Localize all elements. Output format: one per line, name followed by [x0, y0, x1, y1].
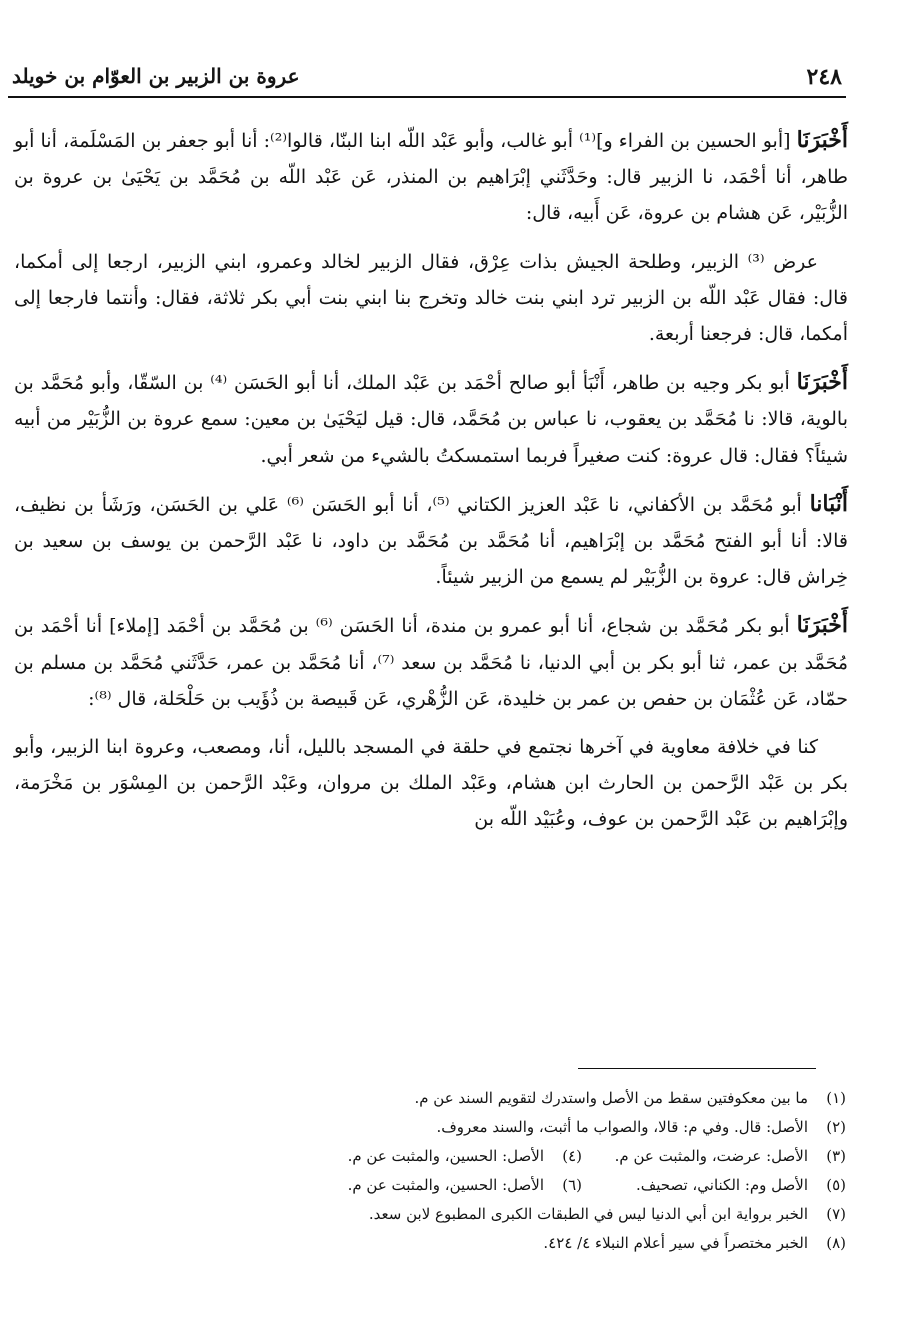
footnote-number: (١)	[826, 1089, 846, 1107]
paragraph-lead: أَخْبَرَنَا	[796, 369, 848, 396]
footnote	[369, 1200, 846, 1229]
footnote-number: (٥)	[826, 1176, 846, 1194]
footnote-text: الأصل: عرضت، والمثبت عن م.	[614, 1147, 808, 1165]
footnote-number: (٤)	[562, 1147, 582, 1165]
paragraph	[14, 607, 848, 717]
footnote-text: الأصل وم: الكناني، تصحيف.	[635, 1176, 808, 1194]
header-rule	[8, 96, 846, 98]
paragraph-text: [أبو الحسين بن الفراء و]⁽¹⁾ أبو غالب، وأبو عَبْد اللّه ابنا البنّا، قالوا⁽²⁾: أنا أبو جعفر بن المَسْلَمة، أنا أبو طاهر، أنا أحْمَد، نا الزبير قال: وحَدَّثَني إبْرَاهيم بن المنذر، عَن عَبْد اللّه بن مُحَمَّد بن يَحْيَىٰ بن عروة بن الزُّبَيْر، عَن هشام بن عروة، عَن أَبيه، قال:	[14, 130, 848, 225]
main-text	[14, 122, 848, 850]
footnote-number: (٧)	[826, 1205, 846, 1223]
footnote-row	[14, 1229, 846, 1258]
footnote	[348, 1171, 582, 1200]
footnote	[348, 1142, 582, 1171]
footnote	[414, 1084, 846, 1113]
footnote-row	[14, 1200, 846, 1229]
footnote-row	[14, 1113, 846, 1142]
paragraph-lead: أَخْبَرَنَا	[796, 127, 848, 153]
footnote-text: الخبر مختصراً في سير أعلام النبلاء ٤/ ٤٢٤.	[543, 1234, 808, 1252]
paragraph	[14, 486, 848, 596]
footnote-number: (٣)	[826, 1147, 846, 1165]
footnote-number: (٨)	[826, 1234, 846, 1252]
footnote-text: الأصل: الحسين، والمثبت عن م.	[347, 1176, 544, 1194]
paragraph-text: عرض ⁽³⁾ الزبير، وطلحة الجيش بذات عِرْق، فقال الزبير لخالد وعمرو، ابني الزبير، ارجعا إلى أمكما، قال: فقال عَبْد اللّه بن الزبير ترد ابني بنت خالد وتخرج بنا ابني بنت أبي بكر ثلاثة، فقال: وأنتما فارجعا إلى أمكما، قال: فرجعنا أربعة.	[14, 250, 848, 346]
footnote-row	[14, 1084, 846, 1113]
paragraph-lead: أَنْبَانا	[809, 490, 848, 517]
paragraph-text: أبو بكر مُحَمَّد بن شجاع، أنا أبو عمرو بن مندة، أنا الحَسَن ⁽⁶⁾ بن مُحَمَّد بن أحْمَد [إملاء] أنا أحْمَد بن مُحَمَّد بن عمر، ثنا أبو بكر بن أبي الدنيا، نا مُحَمَّد بن سعد ⁽⁷⁾، أنا مُحَمَّد بن عمر، حَدَّثَني مُحَمَّد بن مسلم بن حمّاد، عَن عُثْمَان بن حفص بن عمر بن خليدة، عَن الزُّهْري، عَن قَبيصة بن ذُؤَيب بن حَلْحَلة، قال ⁽⁸⁾:	[14, 615, 849, 710]
paragraph	[14, 122, 848, 232]
footnote	[436, 1113, 846, 1142]
paragraph	[14, 364, 848, 474]
footnote-text: الخبر برواية ابن أبي الدنيا ليس في الطبقات الكبرى المطبوع لابن سعد.	[368, 1205, 808, 1223]
paragraph-text: كنا في خلافة معاوية في آخرها نجتمع في حلقة في المسجد بالليل، أنا، ومصعب، وعروة ابنا الزبير، وأبو بكر بن عَبْد الرَّحمن بن الحارث ابن هشام، وعَبْد الملك بن مروان، وعَبْد الرَّحمن بن المِسْوَر بن مَخْرَمة، وإبْرَاهيم بن عَبْد الرَّحمن بن عوف، وعُبَيْد اللّه بن	[14, 736, 848, 831]
paragraph	[14, 729, 848, 838]
footnote-text: الأصل: قال. وفي م: قالا، والصواب ما أثبت، والسند معروف.	[436, 1118, 808, 1136]
paragraph	[14, 244, 848, 353]
footnote	[582, 1171, 846, 1200]
page-header	[0, 62, 924, 98]
page-number: ٢٤٨	[806, 64, 842, 90]
footnotes	[14, 1084, 846, 1258]
footnote-row	[14, 1142, 846, 1171]
footnote-row	[14, 1171, 846, 1200]
footnote-rule	[578, 1068, 816, 1069]
footnote-number: (٢)	[826, 1118, 846, 1136]
paragraph-text: أبو بكر وجيه بن طاهر، أَنْبَأ أبو صالح أحْمَد بن عَبْد الملك، أنا أبو الحَسَن ⁽⁴⁾ بن السّقّا، وأبو مُحَمَّد بن بالوية، قالا: نا مُحَمَّد بن يعقوب، نا عباس بن مُحَمَّد، قال: قيل ليَحْيَىٰ بن معين: سمع عروة بن الزُّبَيْر من أبيه شيئاً؟ فقال: قال عروة: كنت صغيراً فربما استمسكتُ بالشيء من شعر أبي.	[14, 372, 848, 467]
footnote-text: الأصل: الحسين، والمثبت عن م.	[347, 1147, 544, 1165]
running-title: عروة بن الزبير بن العوّام بن خويلد	[12, 64, 300, 88]
paragraph-text: أبو مُحَمَّد بن الأكفاني، نا عَبْد العزيز الكتاني ⁽⁵⁾، أنا أبو الحَسَن ⁽⁶⁾ عَلي بن الحَسَن، ورَشَأ بن نظيف، قالا: أنا أبو الفتح مُحَمَّد بن إبْرَاهيم، أنا مُحَمَّد بن مُحَمَّد بن داود، نا عَبْد الرَّحمن بن يوسف بن سعيد بن خِراش قال: عروة بن الزُّبَيْر لم يسمع من الزبير شيئاً.	[14, 493, 848, 589]
footnote	[543, 1229, 846, 1258]
footnote-number: (٦)	[562, 1176, 582, 1194]
footnote	[582, 1142, 846, 1171]
paragraph-lead: أَخْبَرَنَا	[796, 612, 848, 639]
footnote-text: ما بين معكوفتين سقط من الأصل واستدرك لتقويم السند عن م.	[414, 1089, 808, 1107]
